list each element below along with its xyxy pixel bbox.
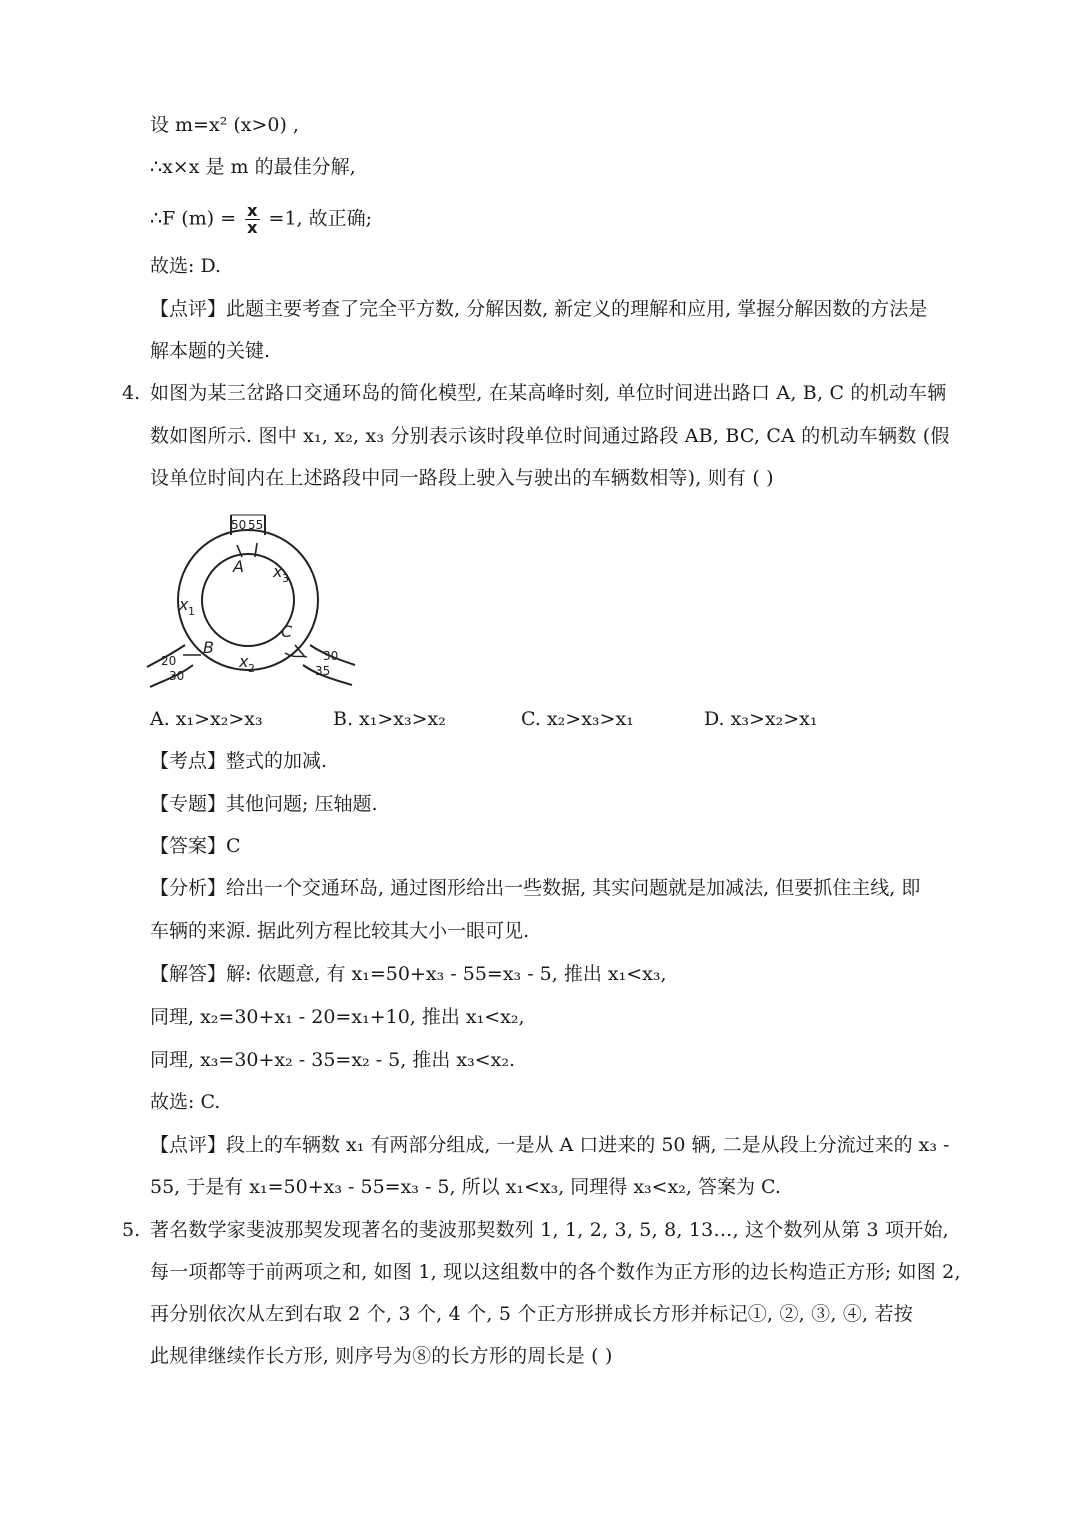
fraction-x-over-x [245, 203, 259, 236]
q4-zhuanti: 【专题】其他问题; 压轴题. [150, 793, 378, 815]
q5-stem-line-4: 此规律继续作长方形, 则序号为⑧的长方形的周长是 ( ) [150, 1345, 613, 1367]
q5-stem-line-2: 每一项都等于前两项之和, 如图 1, 现以这组数中的各个数作为正方形的边长构造正方形; 如图 2, [150, 1261, 961, 1283]
q4-kaodian: 【考点】整式的加减. [150, 750, 328, 772]
roundabout-figure [145, 505, 360, 690]
x1-label: x [179, 595, 189, 614]
right-in-value: 30 [323, 649, 339, 663]
q4-analysis-line-1: 【分析】给出一个交通环岛, 通过图形给出一些数据, 其实问题就是加减法, 但要抓住主线, 即 [150, 877, 921, 899]
left-in-value: 20 [161, 654, 177, 668]
q3-solution-line-1: 设 m=x² (x>0) , [150, 114, 299, 136]
q4-comment-line-1: 【点评】段上的车辆数 x₁ 有两部分组成, 一是从 A 口进来的 50 辆, 二是从段上分流过来的 x₃ - [150, 1134, 950, 1156]
q4-analysis-line-2: 车辆的来源. 据此列方程比较其大小一眼可见. [150, 920, 530, 942]
q4-solution-line-2: 同理, x₂=30+x₁ - 20=x₁+10, 推出 x₁<x₂, [150, 1006, 525, 1028]
q4-solution-line-4: 故选: C. [150, 1091, 221, 1113]
q4-option-d: D. x₃>x₂>x₁ [704, 708, 818, 730]
x3-subscript: 3 [282, 572, 289, 585]
q4-stem-line-3: 设单位时间内在上述路段中同一路段上驶入与驶出的车辆数相等), 则有 ( ) [150, 467, 774, 489]
top-in-value: 50 [231, 518, 247, 532]
q4-number: 4. [122, 382, 141, 404]
q4-option-c: C. x₂>x₃>x₁ [521, 708, 634, 730]
q3-line3-suffix: =1, 故正确; [268, 207, 373, 230]
q3-comment-line-1: 【点评】此题主要考查了完全平方数, 分解因数, 新定义的理解和应用, 掌握分解因数的方法是 [150, 298, 928, 320]
q5-stem-line-1: 著名数学家斐波那契发现著名的斐波那契数列 1, 1, 2, 3, 5, 8, 13…, 这个数列从第 3 项开始, [150, 1219, 949, 1241]
q4-option-a: A. x₁>x₂>x₃ [150, 708, 263, 730]
q4-option-b: B. x₁>x₃>x₂ [333, 708, 446, 730]
top-out-value: 55 [248, 518, 264, 532]
q3-comment-line-2: 解本题的关键. [150, 340, 271, 362]
q5-number: 5. [122, 1219, 141, 1241]
q5-stem-line-3: 再分别依次从左到右取 2 个, 3 个, 4 个, 5 个正方形拼成长方形并标记①, ②, ③, ④, 若按 [150, 1303, 913, 1325]
left-out-value: 30 [169, 669, 185, 683]
x1-subscript: 1 [188, 605, 195, 618]
q3-solution-line-2: ∴x×x 是 m 的最佳分解, [150, 156, 356, 178]
point-A-label: A [233, 557, 244, 576]
q4-answer: 【答案】C [150, 835, 241, 857]
q4-stem-line-2: 数如图所示. 图中 x₁, x₂, x₃ 分别表示该时段单位时间通过路段 AB, BC, CA 的机动车辆数 (假 [150, 425, 950, 447]
x2-label: x [239, 652, 249, 671]
point-B-label: B [203, 638, 214, 657]
q4-solution-line-3: 同理, x₃=30+x₂ - 35=x₂ - 5, 推出 x₃<x₂. [150, 1049, 516, 1071]
x2-subscript: 2 [248, 662, 255, 675]
q4-comment-line-2: 55, 于是有 x₁=50+x₃ - 55=x₃ - 5, 所以 x₁<x₃, 同理得 x₃<x₂, 答案为 C. [150, 1176, 781, 1198]
x3-label: x [273, 562, 283, 581]
right-out-value: 35 [315, 664, 331, 678]
point-C-label: C [281, 622, 293, 641]
q3-line3-prefix: ∴F (m) = [150, 207, 237, 230]
q3-solution-line-3 [150, 203, 372, 236]
outer-ring [178, 530, 318, 670]
q4-stem-line-1: 如图为某三岔路口交通环岛的简化模型, 在某高峰时刻, 单位时间进出路口 A, B, C 的机动车辆 [150, 382, 947, 404]
q3-solution-line-4: 故选: D. [150, 255, 222, 277]
fraction-numerator: x [247, 201, 258, 220]
q4-solution-line-1: 【解答】解: 依题意, 有 x₁=50+x₃ - 55=x₃ - 5, 推出 x₁<x₃, [150, 963, 667, 985]
fraction-denominator: x [247, 218, 258, 237]
